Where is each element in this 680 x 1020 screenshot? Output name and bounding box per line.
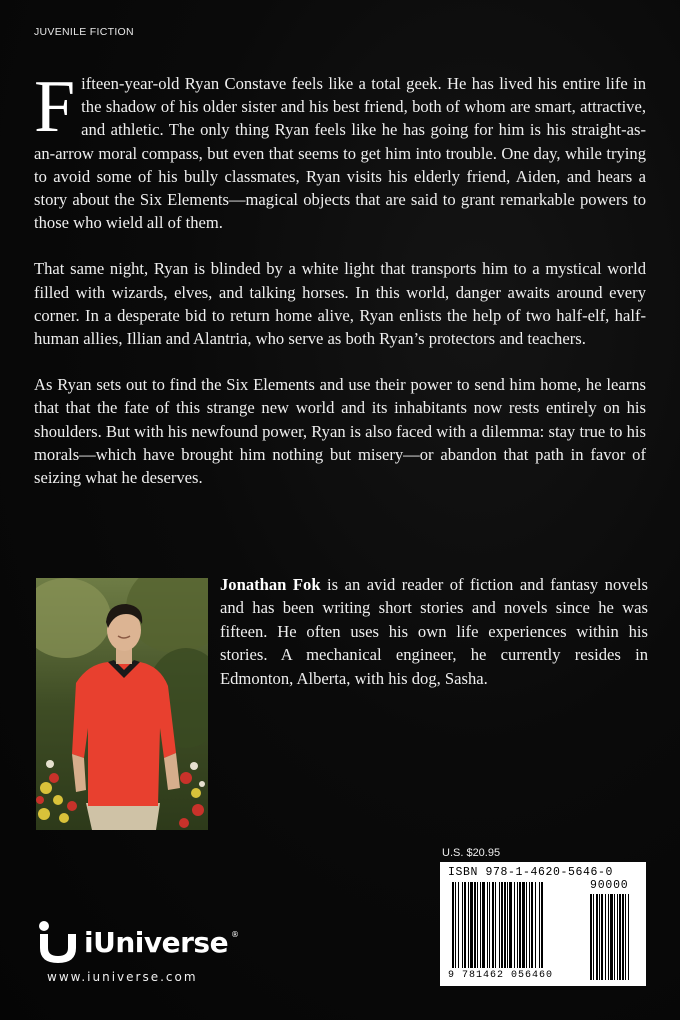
- isbn-barcode: [440, 862, 646, 986]
- barcode-bar: [535, 882, 536, 968]
- addon-bar: [628, 894, 629, 980]
- barcode-bar: [531, 882, 533, 968]
- addon-bar: [601, 894, 603, 980]
- barcode-bar: [517, 882, 518, 968]
- barcode-bar: [495, 882, 496, 968]
- blurb-paragraph-3: As Ryan sets out to find the Six Elements and use their power to send him home, he learns that that the fate of this strange new world and its inhabitants now rests entirely on his shoulders. But with his newfound power, Ryan is also faced with a dilemma: stay true to his morals—which have brought him nothing but misery—or abandon that path in favor of seizing what he deserves.: [34, 375, 646, 488]
- barcode-bar: [504, 882, 506, 968]
- barcode-bar: [474, 882, 476, 968]
- barcode-bar: [509, 882, 512, 968]
- barcode-bar: [477, 882, 478, 968]
- blurb-paragraph-2: That same night, Ryan is blinded by a white light that transports him to a mystical world filled with wizards, elves, and talking horses. In this world, danger awaits around every corner. In a desperate bid to return home alive, Ryan enlists the help of two half-elf, half-human allies, Illian and Alantria, who serve as both Ryan’s protectors and teachers.: [34, 259, 646, 349]
- addon-bar: [608, 894, 609, 980]
- barcode-bar: [519, 882, 521, 968]
- author-bio: [220, 573, 648, 690]
- barcode-bar: [487, 882, 488, 968]
- blurb-paragraph-1-text: ifteen-year-old Ryan Constave feels like a total geek. He has lived his entire life in the shadow of his older sister and his best friend, both of whom are smart, attractive, and athletic. The only thing Ryan feels like he has going for him is his straight-as-an-arrow moral compass, but even that seems to get him into trouble. One day, while trying to avoid some of his bully classmates, Ryan visits his elderly friend, Aiden, and hears a story about the Six Elements—magical objects that are said to grant remarkable powers to those who wield all of them.: [34, 74, 646, 233]
- genre-label: JUVENILE FICTION: [34, 26, 134, 38]
- author-bio-text: is an avid reader of fiction and fantasy novels and has been writing short stories and novels since he was fifteen. He often uses his own life experiences within his stories. A mechanical engineer, he currently resides in Edmonton, Alberta, with his dog, Sasha.: [220, 575, 648, 688]
- addon-code: 90000: [590, 879, 629, 892]
- drop-cap: F: [34, 66, 76, 148]
- barcode-bar: [480, 882, 481, 968]
- addon-bar: [614, 894, 615, 980]
- addon-bar: [599, 894, 600, 980]
- barcode-bar: [507, 882, 508, 968]
- barcode-bar: [541, 882, 543, 968]
- addon-bar: [605, 894, 606, 980]
- addon-bar: [619, 894, 621, 980]
- publisher-logo: [36, 918, 256, 988]
- registered-mark: ®: [231, 930, 239, 939]
- addon-bar: [625, 894, 626, 980]
- addon-bar: [610, 894, 613, 980]
- isbn-number: ISBN 978-1-4620-5646-0: [448, 866, 614, 879]
- book-blurb: [34, 66, 646, 512]
- publisher-url: www.iuniverse.com: [47, 970, 198, 984]
- barcode-bar: [501, 882, 503, 968]
- barcode-bar: [482, 882, 485, 968]
- addon-bar: [622, 894, 624, 980]
- barcode-bar: [522, 882, 525, 968]
- blurb-paragraph-1: [34, 66, 646, 234]
- price-label: U.S. $20.95: [442, 847, 501, 859]
- barcode-bar: [458, 882, 459, 968]
- addon-bar: [596, 894, 598, 980]
- barcode-bar: [464, 882, 466, 968]
- addon-bar: [590, 894, 592, 980]
- barcode-bar: [452, 882, 454, 968]
- barcode-bar: [489, 882, 490, 968]
- author-photo: [36, 578, 208, 830]
- iuniverse-icon: [36, 918, 82, 964]
- publisher-name: iUniverse: [84, 926, 229, 959]
- barcode-bar: [526, 882, 527, 968]
- barcode-bars: [440, 862, 646, 986]
- barcode-bar: [468, 882, 469, 968]
- barcode-bar: [470, 882, 473, 968]
- barcode-bar: [499, 882, 500, 968]
- barcode-bar: [514, 882, 515, 968]
- barcode-bar: [455, 882, 456, 968]
- author-name: Jonathan Fok: [220, 575, 321, 594]
- barcode-bar: [462, 882, 463, 968]
- addon-bar: [593, 894, 594, 980]
- ean-digits: 9 781462 056460: [448, 970, 554, 981]
- addon-bar: [617, 894, 618, 980]
- barcode-bar: [529, 882, 530, 968]
- barcode-bar: [539, 882, 540, 968]
- barcode-bar: [492, 882, 494, 968]
